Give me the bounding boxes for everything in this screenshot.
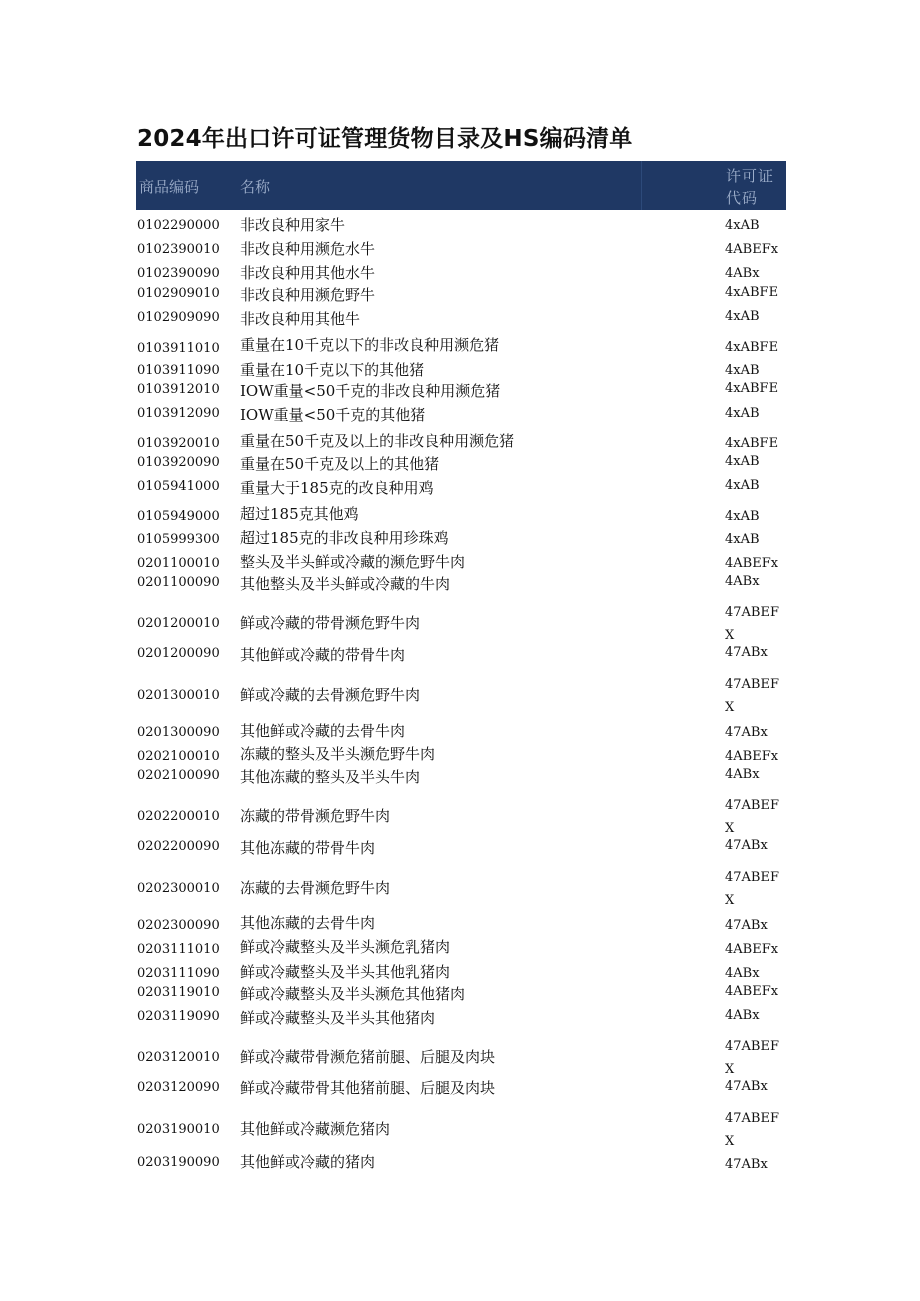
license-code: 4xAB	[725, 309, 760, 324]
license-code: 47ABx	[725, 645, 768, 660]
license-code: 4xABFE	[725, 340, 779, 355]
license-code: 4xABFE	[725, 381, 779, 396]
license-code: 47ABEF	[725, 798, 779, 813]
commodity-code: 0105949000	[137, 509, 220, 524]
header-name: 名称	[240, 178, 271, 196]
license-code: 4xAB	[725, 454, 760, 469]
commodity-code: 0102909010	[137, 286, 220, 301]
commodity-code: 0103911010	[137, 341, 220, 356]
commodity-name: 其他鲜或冷藏濒危猪肉	[240, 1120, 391, 1138]
commodity-name: 重量在10千克以下的其他猪	[240, 361, 425, 379]
license-code: 4ABEFx	[725, 556, 779, 571]
commodity-name: 冻藏的带骨濒危野牛肉	[240, 807, 391, 825]
commodity-name: 其他鲜或冷藏的带骨牛肉	[240, 646, 406, 664]
commodity-name: IOW重量<50千克的非改良种用濒危猪	[240, 382, 501, 400]
commodity-name: 非改良种用家牛	[240, 216, 346, 234]
commodity-code: 0102390090	[137, 266, 220, 281]
commodity-code: 0203190010	[137, 1122, 220, 1137]
license-code: 4ABx	[725, 767, 760, 782]
header-license: 许可证代码	[726, 167, 775, 207]
license-code: 4xABFE	[725, 436, 779, 451]
license-code: 4xAB	[725, 478, 760, 493]
commodity-code: 0105941000	[137, 479, 220, 494]
license-code: 4ABEFx	[725, 984, 779, 999]
header-code: 商品编码	[139, 178, 200, 196]
license-code: 47ABEF	[725, 605, 779, 620]
license-code-continuation: X	[725, 1062, 735, 1077]
commodity-name: 其他鲜或冷藏的去骨牛肉	[240, 722, 406, 740]
license-code: 47ABx	[725, 1157, 768, 1172]
commodity-name: 非改良种用濒危水牛	[240, 240, 376, 258]
commodity-code: 0105999300	[137, 532, 220, 547]
license-code: 47ABEF	[725, 1111, 779, 1126]
commodity-name: 超过185克其他鸡	[240, 505, 359, 523]
license-code-continuation: X	[725, 700, 735, 715]
license-code: 4ABx	[725, 966, 760, 981]
license-code: 4xAB	[725, 218, 760, 233]
commodity-code: 0102290000	[137, 218, 220, 233]
header-divider	[641, 161, 642, 210]
commodity-code: 0203120010	[137, 1050, 220, 1065]
license-code: 4ABEFx	[725, 242, 779, 257]
commodity-code: 0202300090	[137, 918, 220, 933]
commodity-code: 0201200010	[137, 616, 220, 631]
commodity-code: 0202200090	[137, 839, 220, 854]
license-code: 47ABx	[725, 918, 768, 933]
license-code: 4xAB	[725, 532, 760, 547]
commodity-code: 0201100010	[137, 556, 220, 571]
commodity-name: 冻藏的去骨濒危野牛肉	[240, 879, 391, 897]
commodity-name: 鲜或冷藏带骨濒危猪前腿、后腿及肉块	[240, 1048, 496, 1066]
license-code: 47ABEF	[725, 1039, 779, 1054]
commodity-code: 0203111090	[137, 966, 220, 981]
license-code: 47ABx	[725, 725, 768, 740]
license-code: 47ABEF	[725, 870, 779, 885]
commodity-name: 其他鲜或冷藏的猪肉	[240, 1153, 376, 1171]
commodity-code: 0103920090	[137, 455, 220, 470]
commodity-name: 其他冻藏的整头及半头牛肉	[240, 768, 421, 786]
commodity-code: 0103912010	[137, 382, 220, 397]
license-code: 4xAB	[725, 363, 760, 378]
license-code: 47ABx	[725, 838, 768, 853]
commodity-name: 非改良种用濒危野牛	[240, 286, 376, 304]
commodity-code: 0201300010	[137, 688, 220, 703]
license-code: 4ABEFx	[725, 942, 779, 957]
license-code-continuation: X	[725, 1134, 735, 1149]
license-code: 4ABEFx	[725, 749, 779, 764]
commodity-name: IOW重量<50千克的其他猪	[240, 406, 426, 424]
commodity-name: 重量大于185克的改良种用鸡	[240, 479, 434, 497]
page-title: 2024年出口许可证管理货物目录及HS编码清单	[137, 126, 633, 152]
license-code: 4xABFE	[725, 285, 779, 300]
commodity-name: 整头及半头鲜或冷藏的濒危野牛肉	[240, 553, 466, 571]
commodity-code: 0203120090	[137, 1080, 220, 1095]
commodity-name: 非改良种用其他牛	[240, 310, 361, 328]
commodity-name: 其他冻藏的带骨牛肉	[240, 839, 376, 857]
license-code: 4xAB	[725, 406, 760, 421]
commodity-code: 0103911090	[137, 363, 220, 378]
commodity-code: 0202100010	[137, 749, 220, 764]
commodity-name: 鲜或冷藏整头及半头其他猪肉	[240, 1009, 436, 1027]
commodity-name: 超过185克的非改良种用珍珠鸡	[240, 529, 449, 547]
commodity-name: 其他整头及半头鲜或冷藏的牛肉	[240, 575, 451, 593]
commodity-code: 0202200010	[137, 809, 220, 824]
commodity-code: 0201300090	[137, 725, 220, 740]
table-header	[136, 161, 786, 210]
commodity-name: 重量在10千克以下的非改良种用濒危猪	[240, 336, 500, 354]
license-code: 4ABx	[725, 266, 760, 281]
license-code: 4ABx	[725, 574, 760, 589]
license-code-continuation: X	[725, 821, 735, 836]
commodity-name: 重量在50千克及以上的其他猪	[240, 455, 440, 473]
commodity-name: 其他冻藏的去骨牛肉	[240, 914, 376, 932]
commodity-code: 0203119090	[137, 1009, 220, 1024]
commodity-name: 鲜或冷藏整头及半头其他乳猪肉	[240, 963, 451, 981]
commodity-name: 鲜或冷藏的去骨濒危野牛肉	[240, 686, 421, 704]
commodity-name: 非改良种用其他水牛	[240, 264, 376, 282]
license-code: 47ABx	[725, 1079, 768, 1094]
commodity-code: 0201100090	[137, 575, 220, 590]
commodity-code: 0203190090	[137, 1155, 220, 1170]
commodity-code: 0102390010	[137, 242, 220, 257]
commodity-name: 冻藏的整头及半头濒危野牛肉	[240, 745, 436, 763]
commodity-name: 鲜或冷藏整头及半头濒危乳猪肉	[240, 938, 451, 956]
commodity-code: 0103920010	[137, 436, 220, 451]
license-code: 4ABx	[725, 1008, 760, 1023]
license-code-continuation: X	[725, 628, 735, 643]
license-code-continuation: X	[725, 893, 735, 908]
commodity-name: 重量在50千克及以上的非改良种用濒危猪	[240, 432, 515, 450]
commodity-name: 鲜或冷藏整头及半头濒危其他猪肉	[240, 985, 466, 1003]
commodity-code: 0202100090	[137, 768, 220, 783]
commodity-code: 0203119010	[137, 985, 220, 1000]
commodity-code: 0202300010	[137, 881, 220, 896]
license-code: 47ABEF	[725, 677, 779, 692]
commodity-name: 鲜或冷藏的带骨濒危野牛肉	[240, 614, 421, 632]
commodity-code: 0102909090	[137, 310, 220, 325]
commodity-code: 0203111010	[137, 942, 220, 957]
commodity-name: 鲜或冷藏带骨其他猪前腿、后腿及肉块	[240, 1079, 496, 1097]
commodity-code: 0201200090	[137, 646, 220, 661]
license-code: 4xAB	[725, 509, 760, 524]
commodity-code: 0103912090	[137, 406, 220, 421]
